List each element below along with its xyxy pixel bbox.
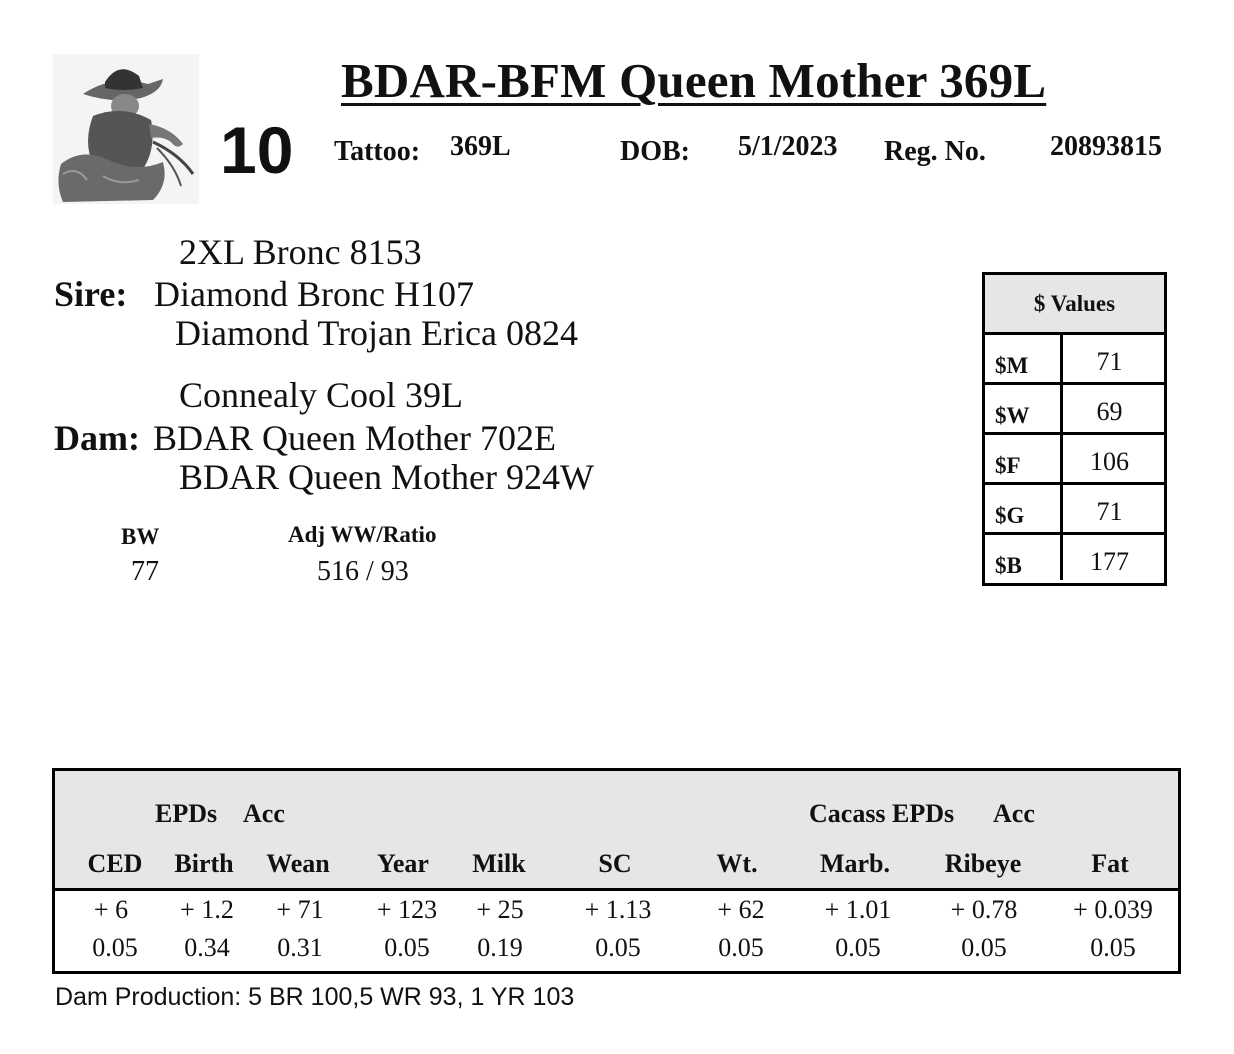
epd-col-wt: Wt. [716,849,758,878]
cowboy-on-horse-sketch-icon [53,54,199,204]
epd-acc-sc: 0.05 [595,933,641,962]
dam-production-note: Dam Production: 5 BR 100,5 WR 93, 1 YR 103 [55,983,575,1011]
epd-acc-milk: 0.19 [477,933,523,962]
sire-dam: Diamond Trojan Erica 0824 [175,313,578,353]
epd-acc-year: 0.05 [384,933,430,962]
bw-value: 77 [131,556,159,587]
dollar-value-value: 106 [1090,447,1129,476]
dollar-value-key: $W [985,385,1063,432]
sire-label: Sire: [54,274,128,314]
epd-col-ced: CED [87,849,143,878]
epd-acc-marb: 0.05 [835,933,881,962]
epd-value-wean: + 71 [276,895,324,924]
epds-group-label: EPDs [155,799,218,828]
dollar-value-key: $G [985,485,1063,532]
dob-value: 5/1/2023 [738,131,838,162]
sire-sire: 2XL Bronc 8153 [179,232,422,272]
epd-col-fat: Fat [1091,849,1129,878]
tattoo-label: Tattoo: [334,136,421,167]
epd-acc-fat: 0.05 [1090,933,1136,962]
epd-value-fat: + 0.039 [1073,895,1153,924]
epd-acc-birth: 0.34 [184,933,230,962]
reg-no-value: 20893815 [1050,131,1162,162]
dollar-value-value: 69 [1096,397,1123,426]
epd-acc-ced: 0.05 [92,933,138,962]
table-row [985,435,1164,485]
table-row [985,485,1164,535]
epd-col-birth: Birth [174,849,234,878]
dam-dam: BDAR Queen Mother 924W [179,457,594,497]
epd-value-marb: + 1.01 [824,895,892,924]
carcass-acc-label: Acc [993,799,1035,828]
dollar-value-value: 71 [1096,347,1123,376]
dob-label: DOB: [620,136,690,167]
dollar-values-title: $ Values [985,275,1164,335]
epd-table-header [55,771,1178,891]
reg-no-label: Reg. No. [884,136,986,167]
ranch-logo [53,54,199,204]
epd-value-birth: + 1.2 [180,895,234,924]
epd-value-ced: + 6 [93,895,129,924]
dollar-values-table [982,272,1167,586]
adj-ww-ratio-value: 516 / 93 [317,556,409,587]
lot-number: 10 [220,113,294,187]
dam-name: BDAR Queen Mother 702E [153,418,556,458]
epd-acc-wt: 0.05 [718,933,764,962]
epd-value-wt: + 62 [717,895,765,924]
table-row [985,535,1164,580]
sire-name: Diamond Bronc H107 [154,274,474,314]
dam-sire: Connealy Cool 39L [179,375,463,415]
bw-label: BW [121,524,160,549]
table-row [985,385,1164,435]
epd-col-sc: SC [598,849,632,878]
tattoo-value: 369L [450,131,511,162]
dollar-value-key: $F [985,435,1063,482]
epd-col-wean: Wean [266,849,330,878]
dollar-value-key: $M [985,335,1063,382]
epd-col-milk: Milk [472,849,526,878]
dam-label: Dam: [54,418,140,458]
epd-value-sc: + 1.13 [584,895,652,924]
epd-table [52,768,1181,974]
epd-acc-ribeye: 0.05 [961,933,1007,962]
epd-value-year: + 123 [376,895,438,924]
epd-col-ribeye: Ribeye [944,849,1022,878]
animal-name-title: BDAR-BFM Queen Mother 369L [341,53,1047,108]
table-row [985,335,1164,385]
dollar-value-value: 177 [1090,547,1129,576]
epd-acc-wean: 0.31 [277,933,323,962]
adj-ww-ratio-label: Adj WW/Ratio [288,522,437,547]
carcass-epds-group-label: Cacass EPDs [809,799,955,828]
epd-col-marb: Marb. [819,849,891,878]
epds-acc-label: Acc [243,799,285,828]
dollar-value-value: 71 [1096,497,1123,526]
epd-col-year: Year [377,849,429,878]
epd-value-ribeye: + 0.78 [950,895,1018,924]
epd-value-milk: + 25 [476,895,524,924]
dollar-value-key: $B [985,535,1063,580]
